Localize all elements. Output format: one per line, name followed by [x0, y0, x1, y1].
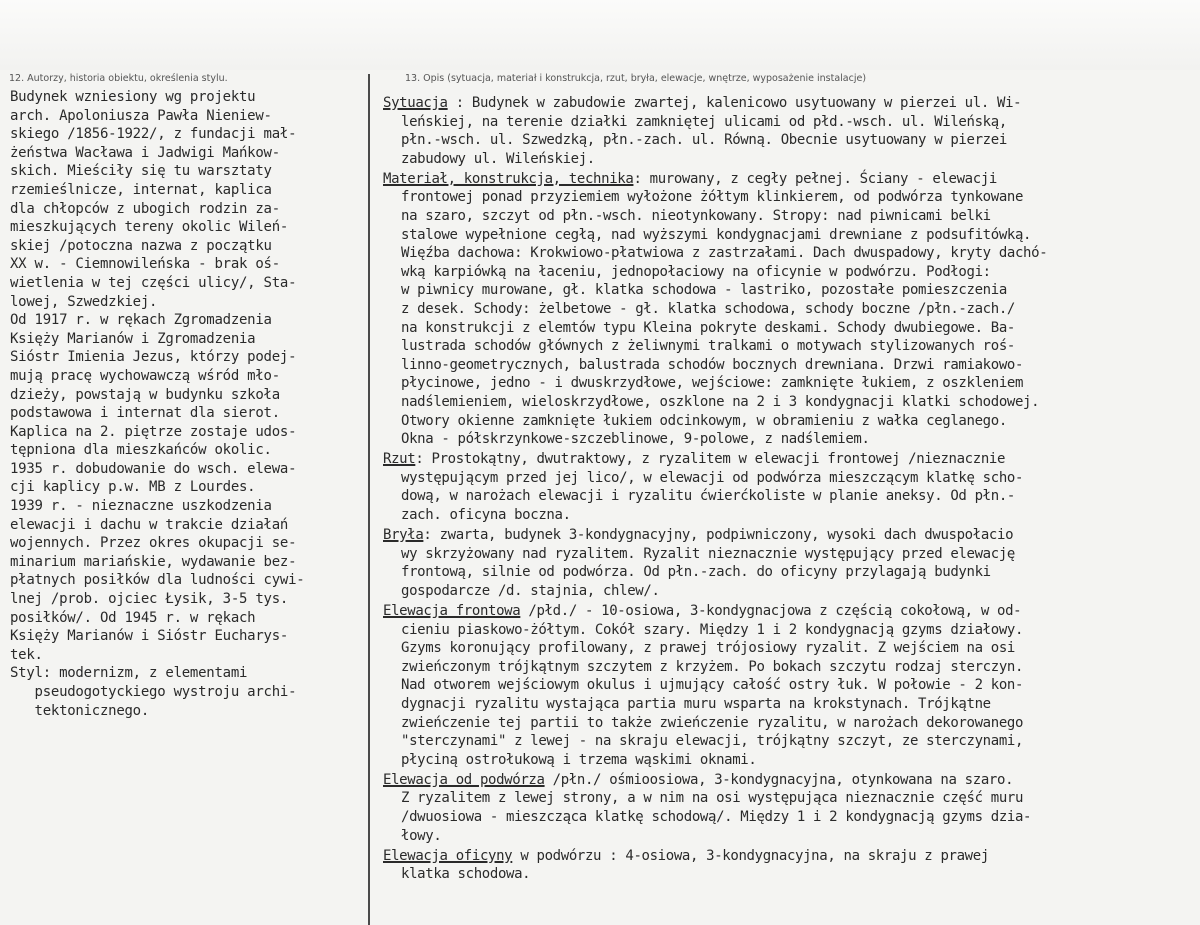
- section-line: wką karpiówką na łaceniu, jednopołaciowy na oficynie w podwórzu. Podłogi:: [401, 263, 991, 280]
- section-first-line: [383, 170, 1195, 189]
- section-line: zwieńczenie tej partii to także zwieńczenie ryzalitu, w narożach dekorowanego: [401, 714, 1024, 731]
- section-heading: Bryła: [383, 527, 424, 544]
- scan-top-margin: [0, 0, 1200, 70]
- section-line: lustrada schodów głównych z żeliwnymi tralkami o motywach stylizowanych roś-: [401, 338, 1015, 355]
- history-line: skiego /1856-1922/, z fundacji mał-: [10, 126, 297, 143]
- section-line: płycinowe, jedno - i dwuskrzydłowe, wejściowe: zamknięte łukiem, z oszkleniem: [401, 375, 1024, 392]
- section-line: klatka schodowa.: [401, 866, 531, 883]
- history-line: żeństwa Wacława i Jadwigi Mańkow-: [10, 144, 280, 161]
- section-line: nadślemieniem, wieloskrzydłowe, oszklone na 2 i 3 kondygnacji klatki schodowej.: [401, 394, 1040, 410]
- description-section: [383, 847, 1195, 884]
- description-section: [383, 170, 1195, 449]
- history-line: tek.: [10, 646, 43, 663]
- section-first-line: [383, 847, 1195, 866]
- section-line: zwieńczonym trójkątnym szczytem z krzyżem. Po bokach szczytu rodzaj sterczyn.: [401, 658, 1024, 675]
- section-text: w podwórzu : 4-osiowa, 3-kondygnacyjna, na skraju z prawej: [512, 847, 989, 864]
- history-line: płatnych posiłków dla ludności cywi-: [10, 572, 305, 589]
- section-first-line: [383, 94, 1195, 113]
- section-line: frontowej ponad przyziemiem wyłożone żółtym klinkierem, od podwórza tynkowane: [401, 189, 1024, 206]
- history-line: dzieży, powstają w budynku szkoła: [10, 386, 280, 403]
- section-first-line: [383, 771, 1195, 790]
- section-heading: Rzut: [383, 451, 416, 468]
- section-line: gospodarcze /d. stajnia, chlew/.: [401, 582, 660, 599]
- section-first-line: [383, 602, 1195, 621]
- history-line: lnej /prob. ojciec Łysik, 3-5 tys.: [10, 591, 289, 608]
- description-section: [383, 94, 1195, 168]
- section-text: /płd./ - 10-osiowa, 3-kondygnacjowa z częścią cokołową, w od-: [520, 603, 1022, 620]
- section-line: leńskiej, na terenie działki zamkniętej ulicami od płd.-wsch. ul. Wileńską,: [401, 113, 1007, 130]
- section-text: : zwarta, budynek 3-kondygnacyjny, podpiwniczony, wysoki dach dwuspołacio: [423, 527, 1014, 544]
- history-line: Kaplica na 2. piętrze zostaje udos-: [10, 423, 297, 440]
- description-section: [383, 450, 1195, 524]
- history-column: [10, 88, 368, 720]
- section-line: cieniu piaskowo-żółtym. Cokół szary. Między 1 i 2 kondygnacją gzyms działowy.: [401, 621, 1024, 638]
- history-line: podstawowa i internat dla sierot.: [10, 405, 280, 422]
- history-line: Styl: modernizm, z elementami: [10, 665, 248, 682]
- history-line: cji kaplicy p.w. MB z Lourdes.: [10, 479, 256, 496]
- section-line: linno-geometrycznych, balustrada schodów bocznych drewniana. Drzwi ramiakowo-: [401, 356, 1024, 373]
- section-line: łowy.: [401, 827, 442, 844]
- history-line: wojennych. Przez okres okupacji se-: [10, 535, 297, 552]
- section-line: wy skrzyżowany nad ryzalitem. Ryzalit nieznacznie występujący przed elewację: [401, 545, 1015, 562]
- section-line: stalowe wypełnione cegłą, nad wyższymi kondygnacjami drewniane z podsufitówką.: [401, 226, 1032, 243]
- section-text: /płn./ ośmioosiowa, 3-kondygnacyjna, otynkowana na szaro.: [544, 771, 1014, 788]
- history-line: 1939 r. - nieznaczne uszkodzenia: [10, 498, 272, 515]
- history-line: posiłków/. Od 1945 r. w rękach: [10, 609, 256, 626]
- section-heading: Sytuacja: [383, 95, 448, 111]
- section-text: : Budynek w zabudowie zwartej, kalenicowo usytuowany w pierzei ul. Wi-: [447, 95, 1022, 111]
- description-section: [383, 526, 1195, 600]
- history-line: tektonicznego.: [10, 702, 150, 719]
- column-divider: [368, 74, 370, 925]
- description-section: [383, 602, 1195, 769]
- history-line: mują pracę wychowawczą wśród mło-: [10, 367, 280, 384]
- section-line: Okna - półskrzynkowe-szczeblinowe, 9-polowe, z nadślemiem.: [401, 431, 870, 448]
- section-line: występującym przed jej lico/, w elewacji od podwórza mieszczącym klatkę scho-: [401, 469, 1024, 486]
- history-line: Księży Marianów i Zgromadzenia: [10, 330, 256, 347]
- section-line: dową, w narożach elewacji i ryzalitu ćwierćkoliste w planie aneksy. Od płn.-: [401, 488, 1015, 505]
- history-line: mieszkujących tereny okolic Wileń-: [10, 219, 289, 236]
- section-text: : murowany, z cegły pełnej. Ściany - elewacji: [633, 170, 997, 187]
- section-heading: Materiał, konstrukcja, technika: [383, 170, 634, 187]
- history-line: arch. Apoloniusza Pawła Nieniew-: [10, 107, 272, 124]
- section-heading: Elewacja oficyny: [383, 847, 513, 864]
- section-line: dygnacji ryzalitu wystająca partia muru wsparta na krokstynach. Trójkątne: [401, 696, 991, 712]
- history-line: 1935 r. dobudowanie do wsch. elewa-: [10, 460, 297, 477]
- history-line: XX w. - Ciemnowileńska - brak oś-: [10, 256, 280, 273]
- right-column-header: 13. Opis (sytuacja, materiał i konstrukcja, rzut, bryła, elewacje, wnętrze, wyposażenie instalacje): [405, 73, 867, 84]
- history-line: tępniona dla mieszkańców okolic.: [10, 442, 272, 459]
- history-line: Sióstr Imienia Jezus, którzy podej-: [10, 349, 297, 366]
- section-heading: Elewacja od podwórza: [383, 771, 545, 788]
- history-line: elewacji i dachu w trakcie działań: [10, 516, 289, 533]
- section-first-line: [383, 450, 1195, 469]
- section-line: na szaro, szczyt od płn.-wsch. nieotynkowany. Stropy: nad piwnicami belki: [401, 208, 991, 225]
- section-line: frontową, silnie od podwórza. Od płn.-zach. do oficyny przylagają budynki: [401, 564, 991, 581]
- section-line: płn.-wsch. ul. Szwedzką, płn.-zach. ul. Równą. Obecnie usytuowany w pierzei: [401, 132, 1007, 149]
- history-line: lowej, Szwedzkiej.: [10, 293, 158, 310]
- section-line: "sterczynami" z lewej - na skraju elewacji, trójkątny szczyt, ze sterczynami,: [401, 733, 1024, 750]
- section-first-line: [383, 526, 1195, 545]
- history-line: wietlenia w tej części ulicy/, Sta-: [10, 274, 297, 291]
- section-heading: Elewacja frontowa: [383, 603, 521, 620]
- description-section: [383, 771, 1195, 845]
- history-line: skiej /potoczna nazwa z początku: [10, 237, 272, 254]
- section-line: zabudowy ul. Wileńskiej.: [401, 150, 595, 167]
- history-line: Księży Marianów i Sióstr Eucharys-: [10, 628, 289, 645]
- section-line: Otwory okienne zamknięte łukiem odcinkowym, w obramieniu z wałka ceglanego.: [401, 412, 1007, 429]
- section-text: : Prostokątny, dwutraktowy, z ryzalitem w elewacji frontowej /nieznacznie: [415, 451, 1006, 468]
- section-line: na konstrukcji z elemtów typu Kleina pokryte deskami. Schody dwubiegowe. Ba-: [401, 319, 1015, 336]
- history-line: rzemieślnicze, internat, kaplica: [10, 181, 272, 198]
- section-line: Więźba dachowa: Krokwiowo-płatwiowa z zastrzałami. Dach dwuspadowy, kryty dachó-: [401, 245, 1048, 262]
- section-line: Gzyms koronujący profilowany, z prawej trójosiowy ryzalit. Z wejściem na osi: [401, 640, 1015, 657]
- left-column-header: 12. Autorzy, historia obiektu, określenia stylu.: [9, 73, 228, 84]
- history-line: skich. Mieściły się tu warsztaty: [10, 163, 272, 180]
- history-line: Budynek wzniesiony wg projektu: [10, 89, 256, 105]
- history-line: minarium mariańskie, wydawanie bez-: [10, 553, 297, 570]
- section-line: płyciną ostrołukową i trzema wąskimi oknami.: [401, 751, 757, 768]
- section-line: Nad otworem wejściowym okulus i ujmujący całość ostry łuk. W połowie - 2 kon-: [401, 677, 1024, 694]
- description-column: [383, 94, 1195, 885]
- section-line: zach. oficyna boczna.: [401, 507, 571, 524]
- section-line: z desek. Schody: żelbetowe - gł. klatka schodowa, schody boczne /płn.-zach./: [401, 301, 1015, 318]
- section-line: Z ryzalitem z lewej strony, a w nim na osi występująca nieznacznie część muru: [401, 790, 1024, 807]
- history-line: pseudogotyckiego wystroju archi-: [10, 684, 297, 700]
- history-line: Od 1917 r. w rękach Zgromadzenia: [10, 312, 272, 329]
- section-line: /dwuosiowa - mieszcząca klatkę schodową/. Między 1 i 2 kondygnacją gzyms dzia-: [401, 809, 1032, 826]
- history-line: dla chłopców z ubogich rodzin za-: [10, 200, 280, 217]
- section-line: w piwnicy murowane, gł. klatka schodowa - lastriko, pozostałe pomieszczenia: [401, 282, 1007, 299]
